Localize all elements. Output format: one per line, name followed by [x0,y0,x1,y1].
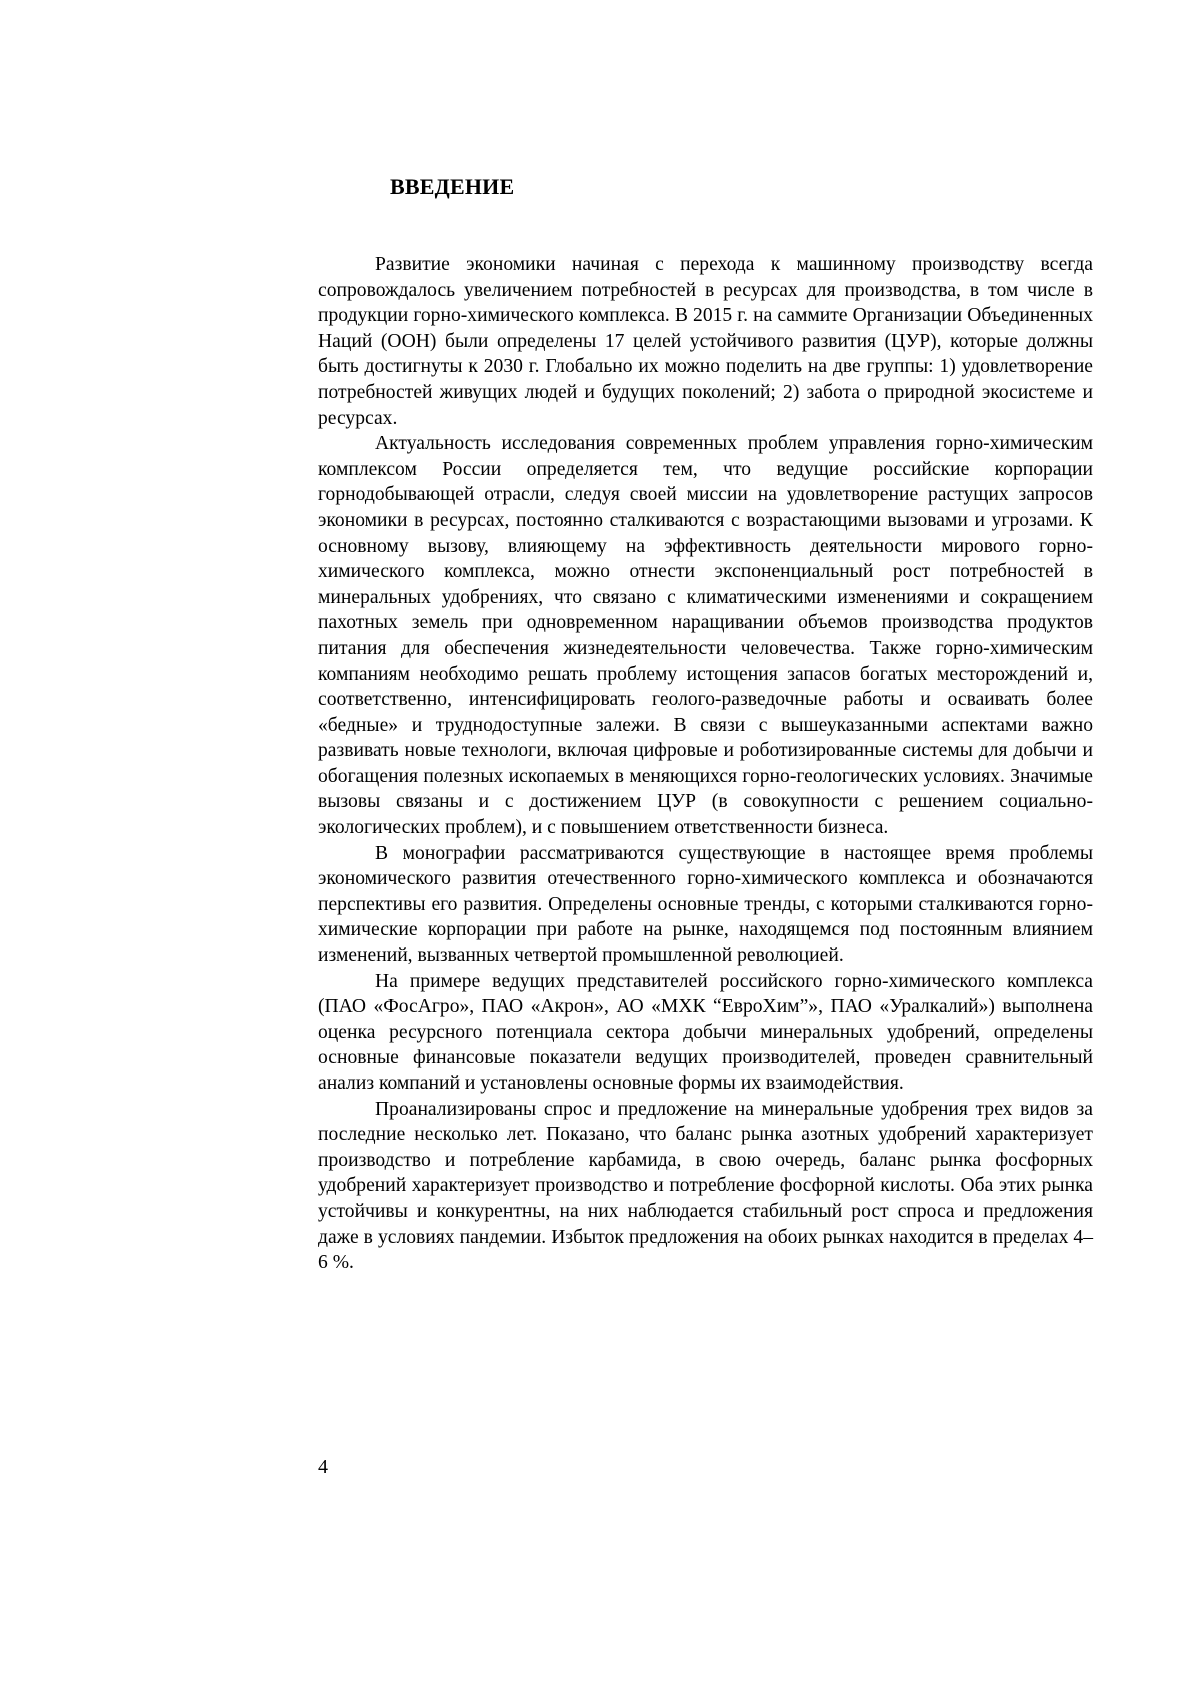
paragraph: В монографии рассматриваются существующие в настоящее время проблемы экономического развития отечественного горно-химического комплекса и обозначаются перспективы его развития. Определены основные тренды, с которыми сталкиваются горно-химические корпорации при работе на рынке, находящемся под постоянным влиянием изменений, вызванных четвертой промышленной революцией. [318,842,1093,967]
body-text [318,252,1093,1276]
paragraph: На примере ведущих представителей российского горно-химического комплекса (ПАО «ФосАгро», ПАО «Акрон», АО «МХК “ЕвроХим”», ПАО «Уралкалий») выполнена оценка ресурсного потенциала сектора добычи минеральных удобрений, определены основные финансовые показатели ведущих производителей, проведен сравнительный анализ компаний и установлены основные формы их взаимодействия. [318,970,1093,1094]
page-number: 4 [318,1456,328,1478]
paragraph: Проанализированы спрос и предложение на минеральные удобрения трех видов за последние несколько лет. Показано, что баланс рынка азотных удобрений характеризует производство и потребление карбамида, в свою очередь, баланс рынка фосфорных удобрений характеризует производство и потребление фосфорной кислоты. Оба этих рынка устойчивы и конкурентны, на них наблюдается стабильный рост спроса и предложения даже в условиях пандемии. Избыток предложения на обоих рынках находится в пределах 4–6 %. [318,1098,1093,1274]
paragraph: Развитие экономики начиная с перехода к машинному производству всегда сопровождалось увеличением потребностей в ресурсах для производства, в том числе в продукции горно-химического комплекса. В 2015 г. на саммите Организации Объединенных Наций (ООН) были определены 17 целей устойчивого развития (ЦУР), которые должны быть достигнуты к 2030 г. Глобально их можно поделить на две группы: 1) удовлетворение потребностей живущих людей и будущих поколений; 2) забота о природной экосистеме и ресурсах. [318,254,1093,429]
paragraph: Актуальность исследования современных проблем управления горно-химическим комплексом России определяется тем, что ведущие российские корпорации горнодобывающей отрасли, следуя своей миссии на удовлетворение растущих запросов экономики в ресурсах, постоянно сталкиваются с возрастающими вызовами и угрозами. К основному вызову, влияющему на эффективность деятельности мирового горно-химического комплекса, можно отнести экспоненциальный рост потребностей в минеральных удобрениях, что связано с климатическими изменениями и сокращением пахотных земель при одновременном наращивании объемов производства продуктов питания для обеспечения жизнедеятельности человечества. Также горно-химическим компаниям необходимо решать проблему истощения запасов богатых месторождений и, соответственно, интенсифицировать геолого-разведочные работы и осваивать более «бедные» и труднодоступные залежи. В связи с вышеуказанными аспектами важно развивать новые технологи, включая цифровые и роботизированные системы для добычи и обогащения полезных ископаемых в меняющихся горно-геологических условиях. Значимые вызовы связаны и с достижением ЦУР (в совокупности с решением социально-экологических проблем), и с повышением ответственности бизнеса. [318,433,1093,839]
section-heading: ВВЕДЕНИЕ [390,174,515,199]
